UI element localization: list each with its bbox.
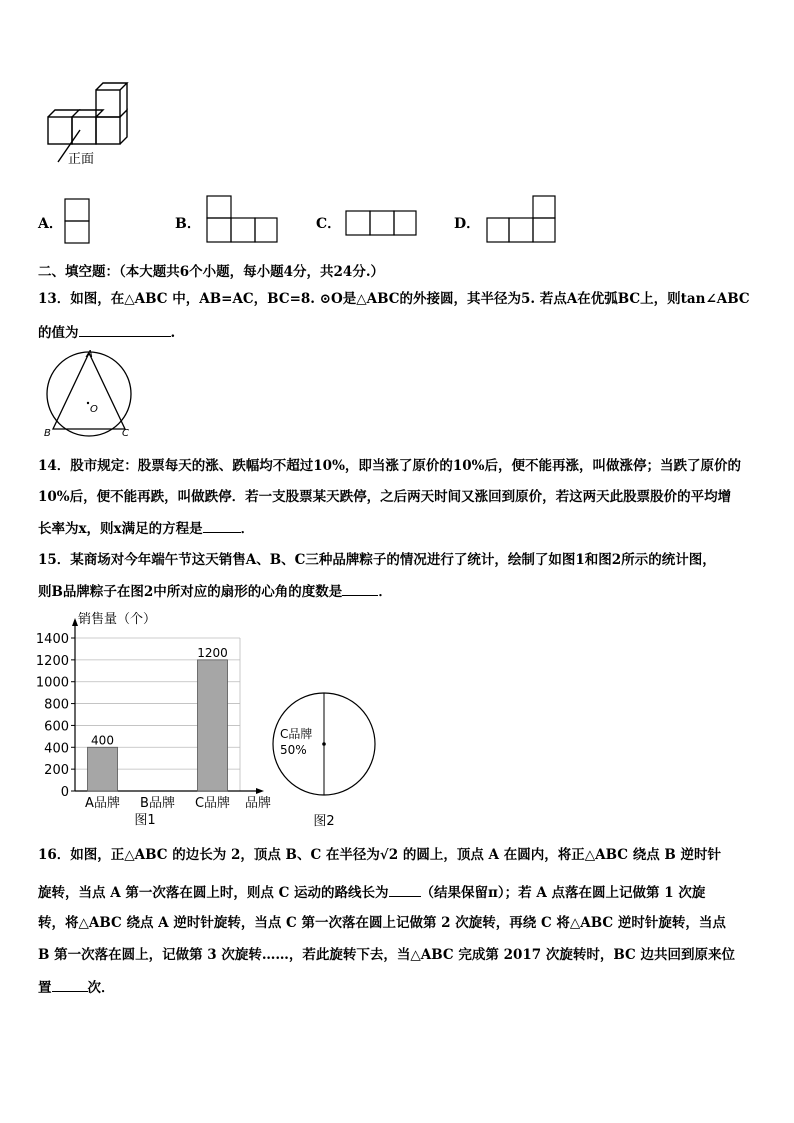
pie-chart-title: 图2 [313,814,335,829]
ytick-label-400: 400 [44,741,69,757]
q14-line3-suffix: ． [240,521,255,537]
q16-line2 [38,882,705,903]
q14-answer-blank[interactable] [203,518,241,533]
q16-line1: 16．如图，正△ABC 的边长为 2，顶点 B、C 在半径为√2 的圆上，顶点 A 在圆内，将正△ABC 绕点 B 逆时针 [38,847,722,863]
pie-slice-label-c: C品牌 [280,727,313,741]
q15-pie-chart [270,620,390,830]
q16-line4: B 第一次落在圆上，记做第 3 次旋转……，若此旋转下去，当△ABC 完成第 2017 次旋转时，BC 边共回到原来位 [38,947,735,963]
q15-answer-blank[interactable] [342,581,378,596]
ytick-label-600: 600 [44,719,69,735]
ytick-label-800: 800 [44,697,69,713]
ytick-label-1400: 1400 [35,632,69,647]
option-b-figure[interactable] [206,195,286,255]
q13-label-a: A [86,349,93,360]
q13-line2 [38,322,175,343]
ytick-label-1200: 1200 [35,653,69,669]
pie-center-dot [322,742,326,746]
pie-slice-percent-c: 50% [280,743,307,757]
q15-line2-prefix: 则B品牌粽子在图2中所对应的扇形的心角的度数是 [38,584,343,600]
bar-C品牌 [198,660,228,791]
front-label: 正面 [68,152,95,167]
q13-line1: 13．如图，在△ABC 中，AB=AC，BC=8. ⊙O是△ABC的外接圆，其半径为5. 若点A在优弧BC上，则tan∠ABC [38,291,750,307]
xtick-label-C品牌: C品牌 [194,796,231,811]
q13-answer-blank[interactable] [79,322,171,337]
x-axis-title: 品牌 [245,796,272,811]
q15-line2 [38,581,392,602]
option-d-label[interactable]: D． [454,216,481,232]
chart-title: 图1 [134,813,156,828]
option-c-label[interactable]: C． [316,216,342,232]
q16-line3: 转，将△ABC 绕点 A 逆时针旋转，当点 C 第一次落在圆上记做第 2 次旋转，再绕 C 将△ABC 逆时针旋转，当点 [38,915,726,931]
q16-line5 [38,977,115,998]
q15-line2-suffix: ． [378,584,392,600]
q15-line1: 15．某商场对今年端午节这天销售A、B、C三种品牌粽子的情况进行了统计，绘制了如图1和图2所示的统计图， [38,552,716,568]
xtick-label-B品牌: B品牌 [140,796,175,811]
q14-line3-prefix: 长率为x，则x满足的方程是 [38,521,203,537]
option-c-figure[interactable] [345,210,425,250]
q13-label-c: C [122,428,129,439]
ytick-label-0: 0 [60,785,69,800]
ytick-label-200: 200 [44,763,69,779]
q16-line5-prefix: 置 [38,980,52,996]
q15-bar-chart [30,608,280,828]
q13-circle-figure [42,348,142,448]
option-a-figure[interactable] [64,198,104,258]
section-title: 二、填空题：（本大题共6个小题，每小题4分，共24分.） [38,264,385,280]
bar-value-label-A品牌: 400 [91,733,114,748]
ytick-label-1000: 1000 [35,675,69,691]
q16-line2-suffix: （结果保留π）；若 A 点落在圆上记做第 1 次旋 [420,885,706,901]
y-axis-title: 销售量（个） [78,612,157,627]
option-d-figure[interactable] [486,195,566,255]
q13-line2-suffix: . [170,325,176,341]
q13-label-o: O [90,404,98,415]
q14-line2: 10%后，便不能再跌，叫做跌停．若一支股票某天跌停，之后两天时间又涨回到原价，若这两天此股票股价的平均增 [38,489,732,505]
x-axis-arrow [256,788,264,794]
bar-value-label-C品牌: 1200 [197,645,228,660]
q14-line3 [38,518,254,539]
bar-A品牌 [88,747,118,791]
option-b-label[interactable]: B． [175,216,201,232]
q16-answer-blank-2[interactable] [52,977,88,992]
option-a-label[interactable]: A． [38,216,63,232]
q13-label-b: B [44,428,51,439]
xtick-label-A品牌: A品牌 [85,796,120,811]
q16-line5-suffix: 次． [87,980,115,996]
q14-line1: 14．股市规定：股票每天的涨、跌幅均不超过10%，即当涨了原价的10%后，便不能再涨，叫做涨停；当跌了原价的 [38,458,742,474]
q13-line2-prefix: 的值为 [38,325,79,341]
q16-line2-prefix: 旋转，当点 A 第一次落在圆上时，则点 C 运动的路线长为 [38,885,389,901]
q16-answer-blank-1[interactable] [389,882,421,897]
